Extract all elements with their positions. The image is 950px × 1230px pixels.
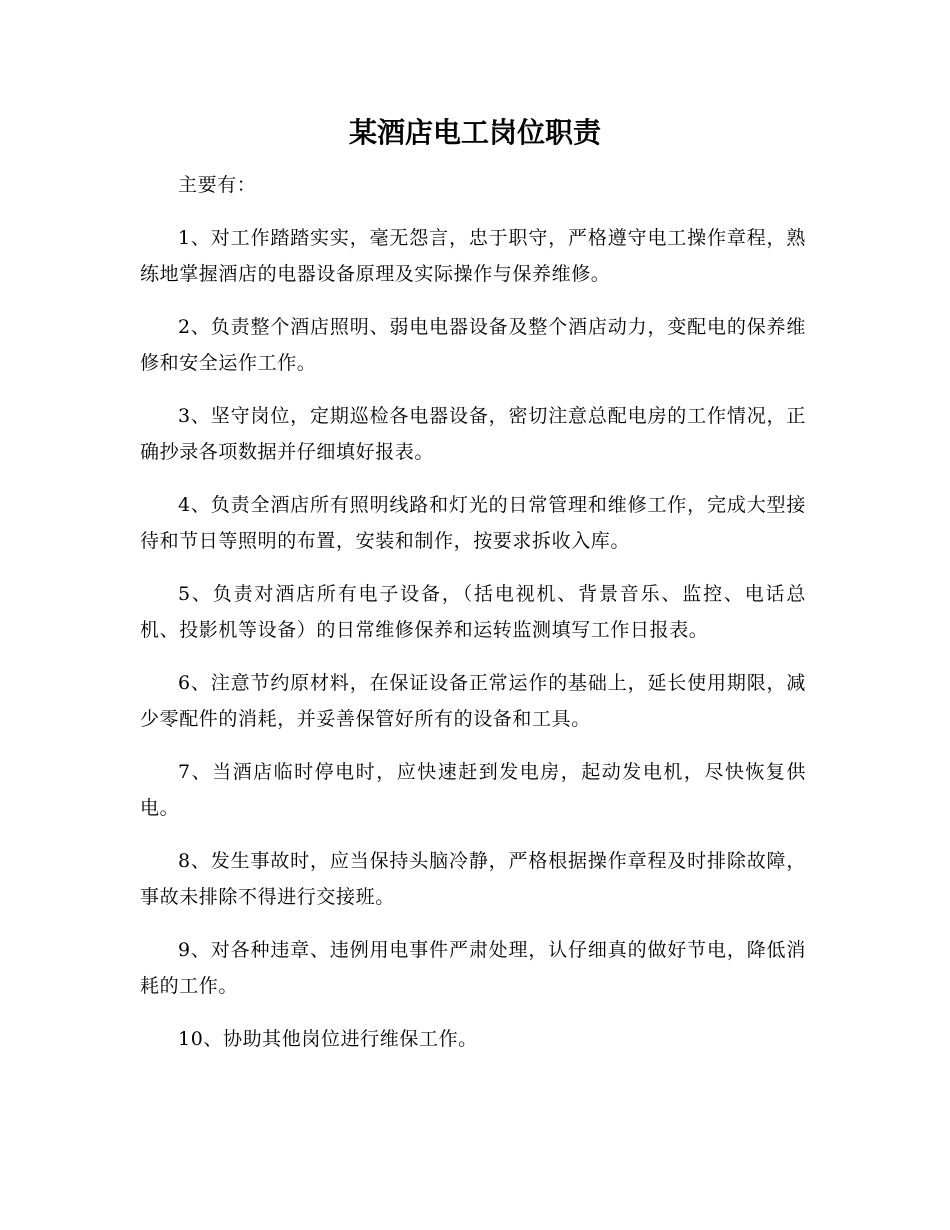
duty-item-2: 2、负责整个酒店照明、弱电电器设备及整个酒店动力，变配电的保养维修和安全运作工作。 (140, 315, 806, 374)
duty-item-9: 9、对各种违章、违例用电事件严肃处理，认仔细真的做好节电，降低消耗的工作。 (140, 938, 806, 997)
duty-item-8: 8、发生事故时，应当保持头脑冷静，严格根据操作章程及时排除故障，事故未排除不得进行交接班。 (140, 849, 806, 908)
duty-item-4: 4、负责全酒店所有照明线路和灯光的日常管理和维修工作，完成大型接待和节日等照明的布置，安装和制作，按要求拆收入库。 (140, 493, 806, 552)
document-title: 某酒店电工岗位职责 (348, 116, 601, 149)
duty-item-1: 1、对工作踏踏实实，毫无怨言，忠于职守，严格遵守电工操作章程，熟练地掌握酒店的电器设备原理及实际操作与保养维修。 (140, 226, 806, 285)
duty-item-7: 7、当酒店临时停电时，应快速赶到发电房，起动发电机，尽快恢复供电。 (140, 760, 806, 819)
duty-item-6: 6、注意节约原材料，在保证设备正常运作的基础上，延长使用期限，减少零配件的消耗，并妥善保管好所有的设备和工具。 (140, 671, 806, 730)
document-body (140, 167, 806, 1073)
duty-item-5: 5、负责对酒店所有电子设备，（括电视机、背景音乐、监控、电话总机、投影机等设备）的日常维修保养和运转监测填写工作日报表。 (140, 582, 806, 641)
duty-item-3: 3、坚守岗位，定期巡检各电器设备，密切注意总配电房的工作情况，正确抄录各项数据并仔细填好报表。 (140, 404, 806, 463)
duty-item-10: 10、协助其他岗位进行维保工作。 (178, 1027, 478, 1050)
intro-paragraph: 主要有： (178, 174, 257, 196)
